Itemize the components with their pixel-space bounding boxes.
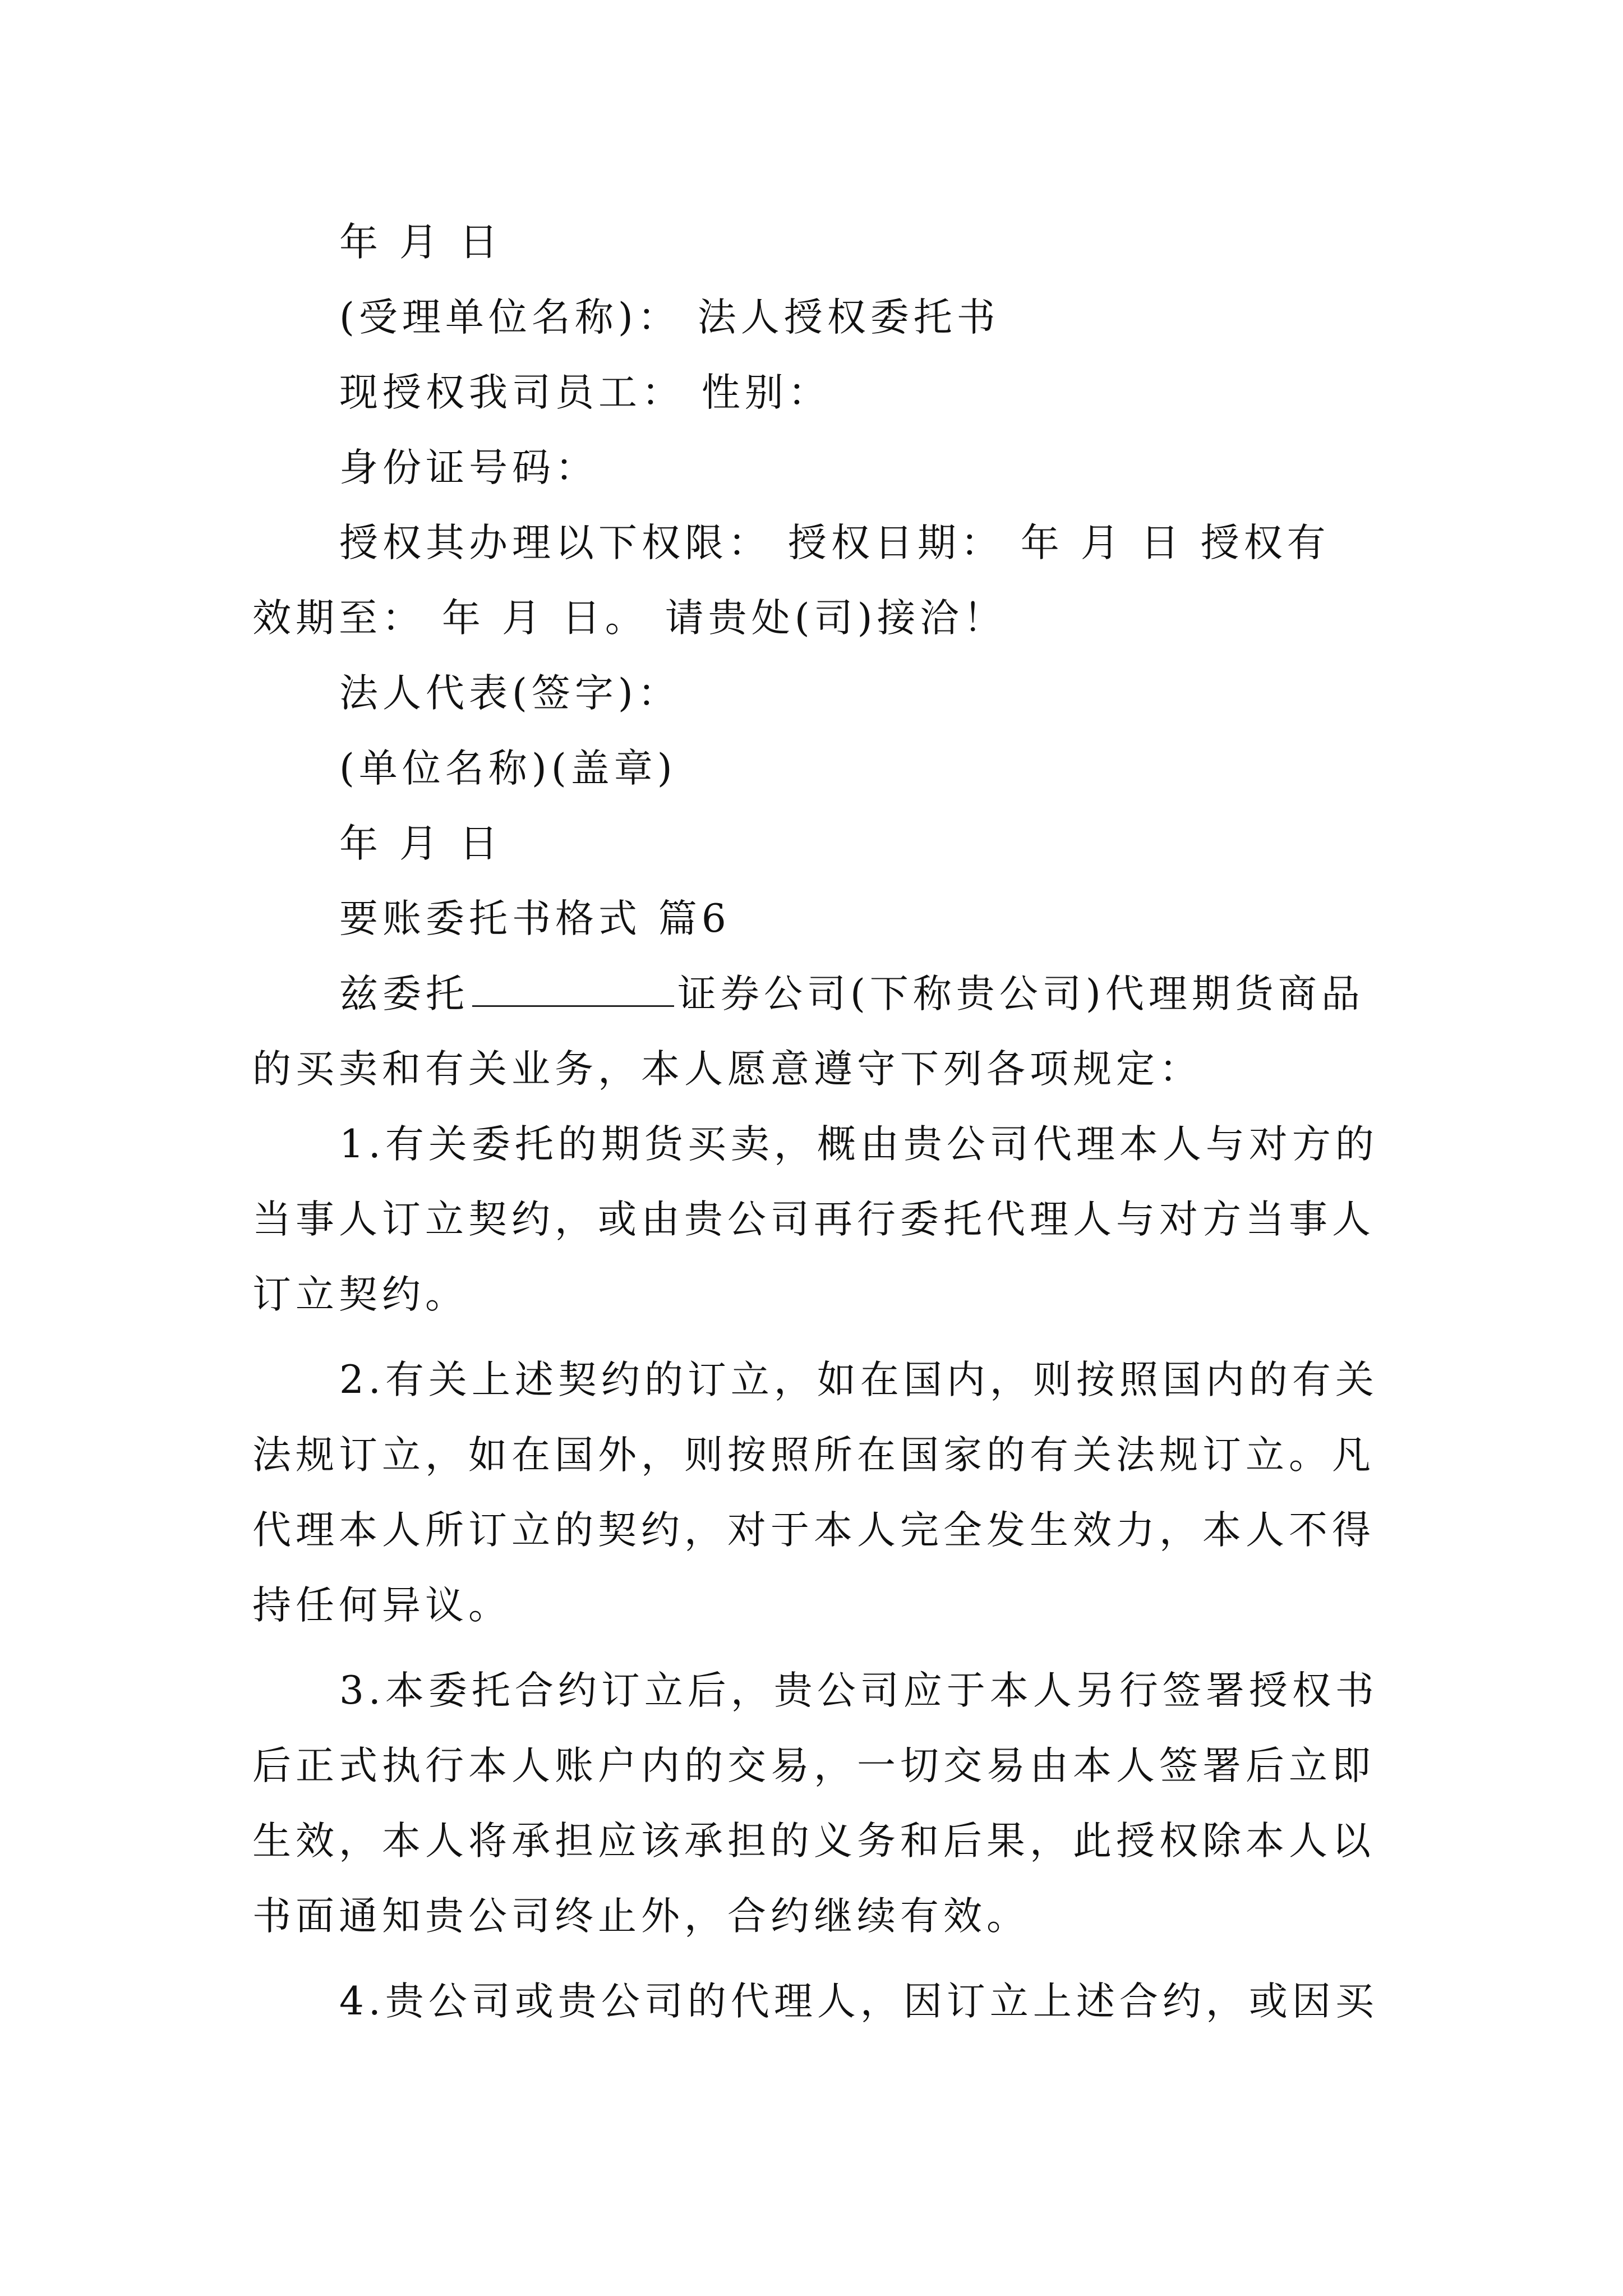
clause-2-line-3: 代理本人所订立的契约，对于本人完全发生效力，本人不得 bbox=[252, 1508, 1375, 1553]
clause-1-line-1: 1.有关委托的期货买卖，概由贵公司代理本人与对方的 bbox=[339, 1122, 1378, 1167]
intro-prefix: 兹委托 bbox=[339, 972, 469, 1016]
authority-line-continued: 效期至： 年 月 日。 请贵处(司)接洽！ bbox=[252, 596, 1007, 641]
paragraph-intro-line-2: 的买卖和有关业务，本人愿意遵守下列各项规定： bbox=[252, 1047, 1202, 1092]
recipient-line: (受理单位名称)： 法人授权委托书 bbox=[339, 295, 1000, 340]
document-page bbox=[252, 205, 1391, 2039]
paragraph-intro-line-1 bbox=[252, 956, 1391, 1032]
clause-1-line-2: 当事人订立契约，或由贵公司再行委托代理人与对方当事人 bbox=[252, 1197, 1375, 1242]
date-line-2: 年 月 日 bbox=[339, 821, 502, 866]
legal-rep-signature-line: 法人代表(签字)： bbox=[339, 671, 681, 716]
clause-3-line-2: 后正式执行本人账户内的交易，一切交易由本人签署后立即 bbox=[252, 1743, 1375, 1788]
employee-line: 现授权我司员工： 性别： bbox=[339, 370, 831, 415]
authority-line: 授权其办理以下权限： 授权日期： 年 月 日 授权有 bbox=[339, 521, 1330, 565]
clause-4-line-1: 4.贵公司或贵公司的代理人，因订立上述合约，或因买 bbox=[339, 1979, 1378, 2024]
clause-3-line-1: 3.本委托合约订立后，贵公司应于本人另行签署授权书 bbox=[339, 1668, 1378, 1713]
clause-2-line-4: 持任何异议。 bbox=[252, 1583, 511, 1628]
intro-suffix: 证券公司(下称贵公司)代理期货商品 bbox=[677, 972, 1364, 1016]
section-heading: 要账委托书格式 篇6 bbox=[339, 896, 731, 941]
date-line: 年 月 日 bbox=[339, 220, 502, 265]
id-number-line: 身份证号码： bbox=[339, 445, 598, 490]
fill-in-blank bbox=[472, 972, 674, 1007]
clause-3-line-4: 书面通知贵公司终止外，合约继续有效。 bbox=[252, 1894, 1030, 1939]
company-seal-line: (单位名称)(盖章) bbox=[339, 746, 677, 791]
clause-2-line-2: 法规订立，如在国外，则按照所在国家的有关法规订立。凡 bbox=[252, 1433, 1375, 1478]
clause-3-line-3: 生效，本人将承担应该承担的义务和后果，此授权除本人以 bbox=[252, 1819, 1375, 1864]
clause-1-line-3: 订立契约。 bbox=[252, 1272, 468, 1317]
clause-2-line-1: 2.有关上述契约的订立，如在国内，则按照国内的有关 bbox=[339, 1358, 1378, 1402]
